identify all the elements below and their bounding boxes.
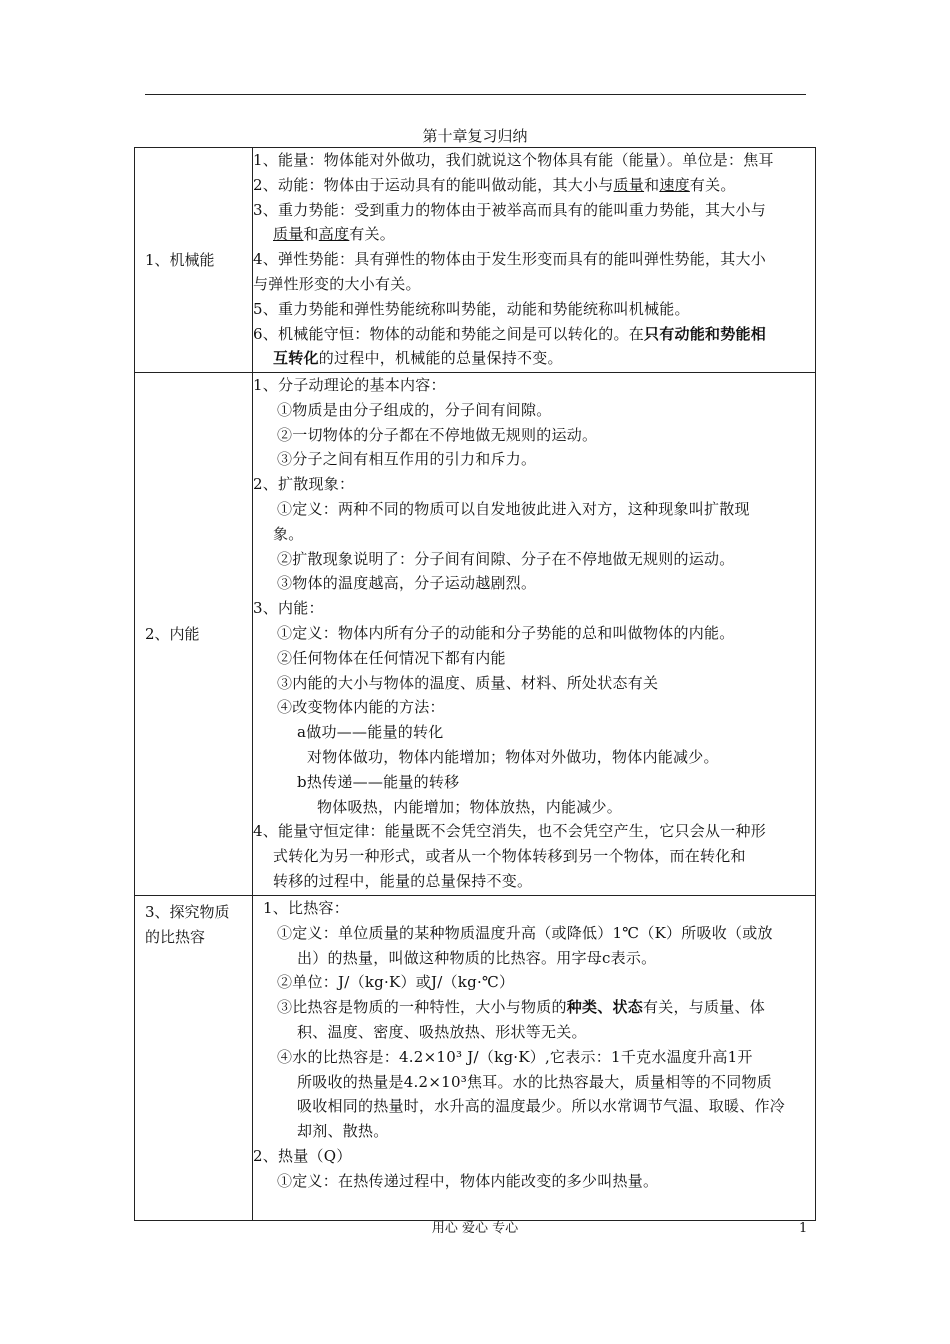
row-label: 3、探究物质 xyxy=(145,903,230,921)
row-label-cell xyxy=(135,896,253,1221)
content-line: 物体吸热，内能增加；物体放热，内能减少。 xyxy=(317,797,623,816)
footer-motto: 用心 爱心 专心 xyxy=(431,1221,519,1236)
header-rule xyxy=(145,94,806,95)
content-line: 吸收相同的热量时，水升高的温度最少。所以水常调节气温、取暖、作冷 xyxy=(297,1097,786,1116)
content-line: 互转化的过程中，机械能的总量保持不变。 xyxy=(273,349,563,368)
content-line: 与弹性形变的大小有关。 xyxy=(253,274,421,293)
content-line: 1、能量：物体能对外做功，我们就说这个物体具有能（能量）。单位是：焦耳 xyxy=(253,151,774,169)
underlined-term: 高度 xyxy=(318,225,350,244)
row-label-cell xyxy=(135,148,253,373)
table-row-mechanical-energy xyxy=(135,148,816,373)
content-line: 对物体做功，物体内能增加；物体对外做功，物体内能减少。 xyxy=(307,747,719,766)
content-line: 2、动能：物体由于运动具有的能叫做动能，其大小与质量和速度有关。 xyxy=(253,175,736,194)
content-line: 6、机械能守恒：物体的动能和势能之间是可以转化的。在只有动能和势能相 xyxy=(253,324,767,343)
content-line: ③内能的大小与物体的温度、质量、材料、所处状态有关 xyxy=(277,673,659,692)
content-line: b热传递——能量的转移 xyxy=(297,772,460,791)
content-line: ②扩散现象说明了：分子间有间隙、分子在不停地做无规则的运动。 xyxy=(277,549,735,568)
content-line: 1、分子动理论的基本内容： xyxy=(253,376,446,394)
underlined-term: 质量 xyxy=(273,225,304,244)
page-title: 第十章复习归纳 xyxy=(422,127,528,145)
content-line: ②一切物体的分子都在不停地做无规则的运动。 xyxy=(277,425,598,444)
content-line: ①定义：单位质量的某种物质温度升高（或降低）1℃（K）所吸收（或放 xyxy=(277,923,773,942)
page-number: 1 xyxy=(799,1221,808,1236)
content-line: ③分子之间有相互作用的引力和斥力。 xyxy=(277,450,537,469)
content-line: ④水的比热容是：4.2×10³ J/（kg·K）,它表示：1千克水温度升高1开 xyxy=(277,1047,753,1066)
table-row-specific-heat xyxy=(135,896,816,1221)
row-label: 的比热容 xyxy=(145,928,206,946)
underlined-term: 质量 xyxy=(613,175,645,194)
row-content-cell xyxy=(253,373,816,896)
row-content-cell xyxy=(253,896,816,1221)
content-line: 4、能量守恒定律：能量既不会凭空消失，也不会凭空产生，它只会从一种形 xyxy=(253,822,767,841)
content-line: 出）的热量，叫做这种物质的比热容。用字母c表示。 xyxy=(297,948,657,967)
content-line: 4、弹性势能：具有弹性的物体由于发生形变而具有的能叫弹性势能，其大小 xyxy=(253,250,767,269)
content-line: ③比热容是物质的一种特性，大小与物质的种类、状态有关，与质量、体 xyxy=(277,998,766,1017)
row-label: 1、机械能 xyxy=(145,250,215,269)
content-line: ④改变物体内能的方法： xyxy=(277,698,445,717)
content-line: 式转化为另一种形式，或者从一个物体转移到另一个物体，而在转化和 xyxy=(273,847,746,866)
content-line: 3、内能： xyxy=(253,599,324,618)
content-line: 1、比热容： xyxy=(263,899,350,917)
content-line: 2、热量（Q） xyxy=(253,1146,352,1165)
content-line: 3、重力势能：受到重力的物体由于被举高而具有的能叫重力势能，其大小与 xyxy=(253,200,767,219)
content-line: ①定义：在热传递过程中，物体内能改变的多少叫热量。 xyxy=(277,1171,659,1190)
content-line: 却剂、散热。 xyxy=(297,1122,389,1141)
review-table xyxy=(134,147,816,1221)
content-line: 质量和高度有关。 xyxy=(273,225,396,244)
content-line: 象。 xyxy=(273,524,304,543)
content-line: 5、重力势能和弹性势能统称叫势能，动能和势能统称叫机械能。 xyxy=(253,299,690,318)
bold-term: 种类、状态 xyxy=(566,998,644,1017)
content-line: ①定义：物体内所有分子的动能和分子势能的总和叫做物体的内能。 xyxy=(277,623,735,642)
bold-term: 互转化 xyxy=(273,349,319,368)
content-line: ①定义：两种不同的物质可以自发地彼此进入对方，这种现象叫扩散现 xyxy=(277,499,750,518)
content-line: a做功——能量的转化 xyxy=(297,723,444,742)
content-line: 2、扩散现象： xyxy=(253,475,355,494)
table-row-internal-energy xyxy=(135,373,816,896)
underlined-term: 速度 xyxy=(659,175,690,194)
content-line: ①物质是由分子组成的，分子间有间隙。 xyxy=(277,400,552,419)
content-line: ③物体的温度越高，分子运动越剧烈。 xyxy=(277,574,537,593)
row-label-cell xyxy=(135,373,253,896)
content-line: 积、温度、密度、吸热放热、形状等无关。 xyxy=(297,1022,587,1041)
bold-term: 只有动能和势能相 xyxy=(644,324,767,343)
content-line: 所吸收的热量是4.2×10³焦耳。水的比热容最大，质量相等的不同物质 xyxy=(297,1072,773,1091)
content-line: ②单位：J/（kg·K）或J/（kg·℃） xyxy=(277,973,515,992)
content-line: 转移的过程中，能量的总量保持不变。 xyxy=(273,871,533,890)
content-line: ②任何物体在任何情况下都有内能 xyxy=(277,648,506,667)
row-label: 2、内能 xyxy=(145,624,200,643)
row-content-cell xyxy=(253,148,816,373)
